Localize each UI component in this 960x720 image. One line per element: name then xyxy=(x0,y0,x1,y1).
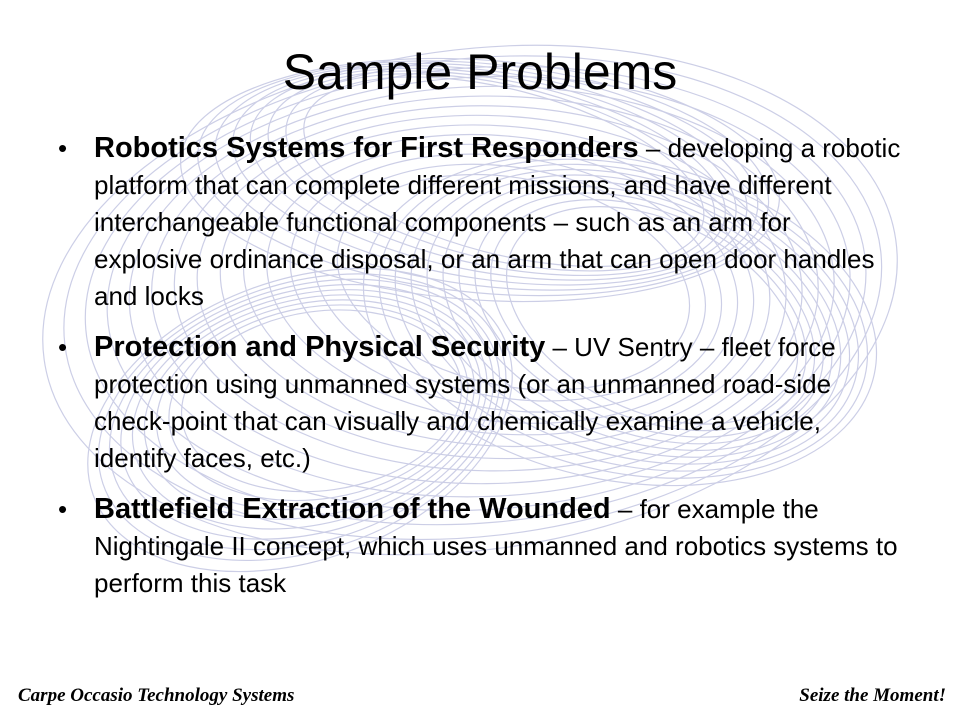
bullet-heading: Battlefield Extraction of the Wounded xyxy=(94,493,611,525)
bullet-text: – developing a robotic platform that can complete different missions, and have different interchangeable functional components – such as an arm for explosive ordinance disposal, or an arm that can open door handles and locks xyxy=(94,133,901,311)
bullet-marker: • xyxy=(58,332,68,362)
footer-company: Carpe Occasio Technology Systems xyxy=(18,685,295,706)
bullet-marker: • xyxy=(58,133,68,163)
bullet-text: – UV Sentry – fleet force protection using unmanned systems (or an unmanned road-side check-point that can visually and chemically examine a vehicle, identify faces, etc.) xyxy=(94,332,836,473)
bullet-heading: Protection and Physical Security xyxy=(94,331,546,363)
bullet-item xyxy=(58,491,904,602)
bullet-item xyxy=(58,130,904,315)
bullet-heading: Robotics Systems for First Responders xyxy=(94,132,639,164)
bullet-list xyxy=(58,130,904,616)
bullet-marker: • xyxy=(58,494,68,524)
bullet-text: – for example the Nightingale II concept, which uses unmanned and robotics systems to perform this task xyxy=(94,494,898,598)
bullet-item xyxy=(58,329,904,477)
slide-title: Sample Problems xyxy=(282,44,678,100)
footer-slogan: Seize the Moment! xyxy=(799,685,946,706)
